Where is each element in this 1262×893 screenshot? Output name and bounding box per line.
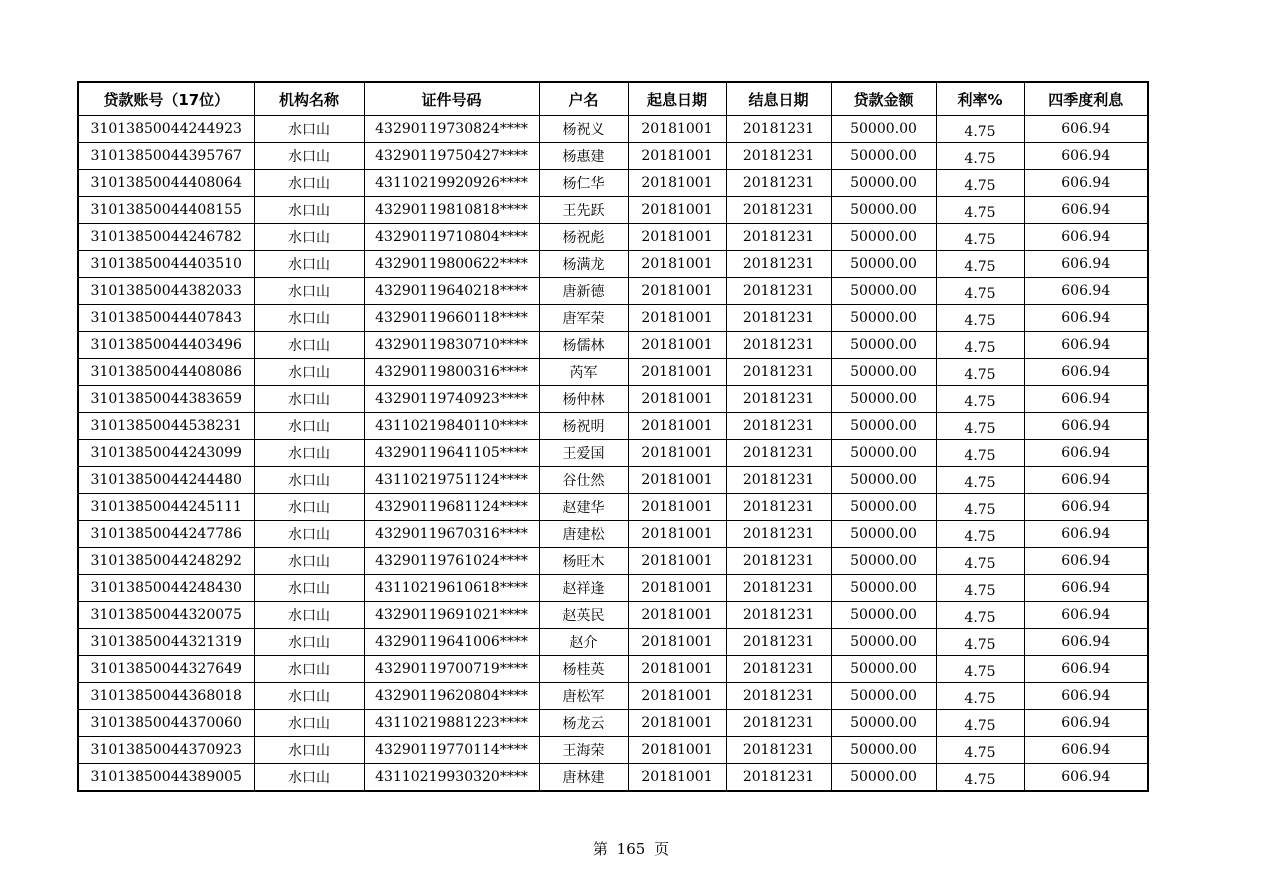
cell-id-number: 43290119660118****	[364, 305, 539, 332]
cell-interest-rate: 4.75	[936, 467, 1024, 494]
cell-interest-rate: 4.75	[936, 683, 1024, 710]
cell-account-name: 杨龙云	[539, 710, 628, 737]
cell-id-number: 43110219920926****	[364, 170, 539, 197]
cell-loan-account: 31013850044403510	[78, 251, 254, 278]
cell-id-number: 43110219751124****	[364, 467, 539, 494]
cell-id-number: 43290119641006****	[364, 629, 539, 656]
cell-end-date: 20181231	[726, 494, 831, 521]
table-row	[78, 413, 1148, 440]
cell-end-date: 20181231	[726, 602, 831, 629]
cell-loan-amount: 50000.00	[831, 116, 936, 143]
cell-loan-account: 31013850044408155	[78, 197, 254, 224]
cell-q4-interest: 606.94	[1024, 143, 1148, 170]
cell-q4-interest: 606.94	[1024, 629, 1148, 656]
cell-account-name: 赵建华	[539, 494, 628, 521]
table-row	[78, 116, 1148, 143]
cell-start-date: 20181001	[628, 575, 726, 602]
cell-end-date: 20181231	[726, 710, 831, 737]
page-footer	[0, 838, 1262, 859]
cell-loan-amount: 50000.00	[831, 224, 936, 251]
cell-loan-account: 31013850044248292	[78, 548, 254, 575]
cell-start-date: 20181001	[628, 170, 726, 197]
cell-start-date: 20181001	[628, 683, 726, 710]
cell-account-name: 王爱国	[539, 440, 628, 467]
cell-interest-rate: 4.75	[936, 278, 1024, 305]
cell-id-number: 43290119800316****	[364, 359, 539, 386]
cell-account-name: 杨旺木	[539, 548, 628, 575]
cell-q4-interest: 606.94	[1024, 116, 1148, 143]
cell-institution: 水口山	[254, 332, 364, 359]
cell-start-date: 20181001	[628, 251, 726, 278]
cell-loan-account: 31013850044408064	[78, 170, 254, 197]
cell-account-name: 杨满龙	[539, 251, 628, 278]
cell-institution: 水口山	[254, 629, 364, 656]
cell-loan-amount: 50000.00	[831, 683, 936, 710]
cell-loan-account: 31013850044244480	[78, 467, 254, 494]
cell-loan-amount: 50000.00	[831, 278, 936, 305]
cell-q4-interest: 606.94	[1024, 413, 1148, 440]
cell-account-name: 王海荣	[539, 737, 628, 764]
cell-institution: 水口山	[254, 143, 364, 170]
cell-loan-account: 31013850044244923	[78, 116, 254, 143]
loan-interest-sheet	[77, 81, 1147, 792]
cell-end-date: 20181231	[726, 251, 831, 278]
cell-account-name: 唐军荣	[539, 305, 628, 332]
header-id-number: 证件号码	[364, 82, 539, 116]
table-row	[78, 467, 1148, 494]
cell-id-number: 43110219840110****	[364, 413, 539, 440]
cell-account-name: 杨仲林	[539, 386, 628, 413]
cell-institution: 水口山	[254, 710, 364, 737]
cell-loan-account: 31013850044245111	[78, 494, 254, 521]
cell-loan-account: 31013850044370060	[78, 710, 254, 737]
cell-id-number: 43290119670316****	[364, 521, 539, 548]
cell-loan-account: 31013850044320075	[78, 602, 254, 629]
table-row	[78, 143, 1148, 170]
cell-end-date: 20181231	[726, 521, 831, 548]
cell-q4-interest: 606.94	[1024, 386, 1148, 413]
cell-loan-amount: 50000.00	[831, 548, 936, 575]
page-number: 165	[616, 840, 646, 858]
cell-loan-account: 31013850044243099	[78, 440, 254, 467]
cell-account-name: 赵介	[539, 629, 628, 656]
cell-interest-rate: 4.75	[936, 143, 1024, 170]
cell-institution: 水口山	[254, 683, 364, 710]
table-row	[78, 548, 1148, 575]
cell-end-date: 20181231	[726, 548, 831, 575]
cell-end-date: 20181231	[726, 332, 831, 359]
cell-start-date: 20181001	[628, 413, 726, 440]
table-row	[78, 278, 1148, 305]
cell-account-name: 杨桂英	[539, 656, 628, 683]
cell-id-number: 43290119710804****	[364, 224, 539, 251]
cell-institution: 水口山	[254, 413, 364, 440]
cell-account-name: 赵祥逢	[539, 575, 628, 602]
table-row	[78, 332, 1148, 359]
cell-interest-rate: 4.75	[936, 764, 1024, 792]
table-row	[78, 170, 1148, 197]
header-q4-interest: 四季度利息	[1024, 82, 1148, 116]
cell-q4-interest: 606.94	[1024, 494, 1148, 521]
cell-q4-interest: 606.94	[1024, 359, 1148, 386]
page-prefix: 第	[592, 840, 608, 858]
cell-loan-amount: 50000.00	[831, 386, 936, 413]
table-header-row	[78, 82, 1148, 116]
cell-institution: 水口山	[254, 359, 364, 386]
cell-start-date: 20181001	[628, 710, 726, 737]
cell-end-date: 20181231	[726, 197, 831, 224]
cell-interest-rate: 4.75	[936, 197, 1024, 224]
table-row	[78, 197, 1148, 224]
cell-institution: 水口山	[254, 116, 364, 143]
cell-end-date: 20181231	[726, 143, 831, 170]
cell-id-number: 43290119700719****	[364, 656, 539, 683]
cell-account-name: 唐林建	[539, 764, 628, 792]
cell-start-date: 20181001	[628, 737, 726, 764]
loan-interest-table	[77, 81, 1149, 792]
cell-end-date: 20181231	[726, 467, 831, 494]
cell-start-date: 20181001	[628, 764, 726, 792]
cell-end-date: 20181231	[726, 305, 831, 332]
cell-interest-rate: 4.75	[936, 386, 1024, 413]
cell-loan-amount: 50000.00	[831, 575, 936, 602]
cell-start-date: 20181001	[628, 548, 726, 575]
cell-start-date: 20181001	[628, 332, 726, 359]
cell-loan-amount: 50000.00	[831, 413, 936, 440]
cell-q4-interest: 606.94	[1024, 197, 1148, 224]
cell-institution: 水口山	[254, 737, 364, 764]
table-row	[78, 737, 1148, 764]
cell-institution: 水口山	[254, 305, 364, 332]
cell-loan-amount: 50000.00	[831, 143, 936, 170]
cell-loan-account: 31013850044382033	[78, 278, 254, 305]
table-row	[78, 710, 1148, 737]
header-account-name: 户名	[539, 82, 628, 116]
cell-interest-rate: 4.75	[936, 656, 1024, 683]
cell-q4-interest: 606.94	[1024, 548, 1148, 575]
cell-end-date: 20181231	[726, 278, 831, 305]
header-end-date: 结息日期	[726, 82, 831, 116]
cell-loan-amount: 50000.00	[831, 359, 936, 386]
header-institution: 机构名称	[254, 82, 364, 116]
cell-id-number: 43290119681124****	[364, 494, 539, 521]
cell-loan-account: 31013850044248430	[78, 575, 254, 602]
cell-q4-interest: 606.94	[1024, 251, 1148, 278]
cell-loan-amount: 50000.00	[831, 629, 936, 656]
table-row	[78, 386, 1148, 413]
cell-q4-interest: 606.94	[1024, 737, 1148, 764]
cell-start-date: 20181001	[628, 305, 726, 332]
table-row	[78, 602, 1148, 629]
cell-account-name: 谷仕然	[539, 467, 628, 494]
cell-interest-rate: 4.75	[936, 224, 1024, 251]
cell-account-name: 赵英民	[539, 602, 628, 629]
cell-id-number: 43290119691021****	[364, 602, 539, 629]
cell-start-date: 20181001	[628, 116, 726, 143]
cell-id-number: 43290119761024****	[364, 548, 539, 575]
cell-start-date: 20181001	[628, 656, 726, 683]
cell-q4-interest: 606.94	[1024, 710, 1148, 737]
cell-loan-account: 31013850044246782	[78, 224, 254, 251]
cell-loan-account: 31013850044321319	[78, 629, 254, 656]
cell-q4-interest: 606.94	[1024, 683, 1148, 710]
cell-id-number: 43290119740923****	[364, 386, 539, 413]
cell-loan-amount: 50000.00	[831, 494, 936, 521]
cell-account-name: 杨祝明	[539, 413, 628, 440]
cell-id-number: 43110219610618****	[364, 575, 539, 602]
cell-q4-interest: 606.94	[1024, 305, 1148, 332]
cell-loan-amount: 50000.00	[831, 710, 936, 737]
cell-institution: 水口山	[254, 467, 364, 494]
cell-q4-interest: 606.94	[1024, 278, 1148, 305]
cell-id-number: 43110219881223****	[364, 710, 539, 737]
cell-q4-interest: 606.94	[1024, 224, 1148, 251]
cell-institution: 水口山	[254, 170, 364, 197]
cell-account-name: 杨祝义	[539, 116, 628, 143]
cell-interest-rate: 4.75	[936, 413, 1024, 440]
cell-loan-amount: 50000.00	[831, 467, 936, 494]
cell-interest-rate: 4.75	[936, 359, 1024, 386]
cell-loan-amount: 50000.00	[831, 170, 936, 197]
table-row	[78, 224, 1148, 251]
cell-institution: 水口山	[254, 656, 364, 683]
cell-account-name: 杨儒林	[539, 332, 628, 359]
cell-interest-rate: 4.75	[936, 521, 1024, 548]
header-start-date: 起息日期	[628, 82, 726, 116]
cell-account-name: 芮军	[539, 359, 628, 386]
cell-start-date: 20181001	[628, 143, 726, 170]
cell-end-date: 20181231	[726, 440, 831, 467]
cell-q4-interest: 606.94	[1024, 467, 1148, 494]
cell-interest-rate: 4.75	[936, 737, 1024, 764]
cell-institution: 水口山	[254, 521, 364, 548]
cell-account-name: 唐松军	[539, 683, 628, 710]
cell-institution: 水口山	[254, 197, 364, 224]
cell-q4-interest: 606.94	[1024, 656, 1148, 683]
cell-id-number: 43290119800622****	[364, 251, 539, 278]
cell-loan-account: 31013850044408086	[78, 359, 254, 386]
cell-id-number: 43110219930320****	[364, 764, 539, 792]
header-loan-account: 贷款账号（17位）	[78, 82, 254, 116]
cell-loan-account: 31013850044403496	[78, 332, 254, 359]
cell-end-date: 20181231	[726, 359, 831, 386]
cell-interest-rate: 4.75	[936, 116, 1024, 143]
cell-institution: 水口山	[254, 602, 364, 629]
cell-institution: 水口山	[254, 548, 364, 575]
cell-loan-amount: 50000.00	[831, 737, 936, 764]
cell-id-number: 43290119640218****	[364, 278, 539, 305]
cell-q4-interest: 606.94	[1024, 521, 1148, 548]
cell-end-date: 20181231	[726, 386, 831, 413]
cell-loan-amount: 50000.00	[831, 440, 936, 467]
cell-start-date: 20181001	[628, 440, 726, 467]
cell-institution: 水口山	[254, 224, 364, 251]
cell-institution: 水口山	[254, 386, 364, 413]
cell-loan-account: 31013850044370923	[78, 737, 254, 764]
cell-q4-interest: 606.94	[1024, 440, 1148, 467]
cell-start-date: 20181001	[628, 467, 726, 494]
cell-start-date: 20181001	[628, 197, 726, 224]
table-row	[78, 629, 1148, 656]
cell-loan-amount: 50000.00	[831, 521, 936, 548]
cell-end-date: 20181231	[726, 629, 831, 656]
cell-q4-interest: 606.94	[1024, 170, 1148, 197]
cell-start-date: 20181001	[628, 386, 726, 413]
page-suffix: 页	[654, 840, 670, 858]
cell-loan-amount: 50000.00	[831, 305, 936, 332]
cell-q4-interest: 606.94	[1024, 575, 1148, 602]
cell-id-number: 43290119620804****	[364, 683, 539, 710]
cell-institution: 水口山	[254, 494, 364, 521]
header-loan-amount: 贷款金额	[831, 82, 936, 116]
table-row	[78, 656, 1148, 683]
cell-account-name: 杨仁华	[539, 170, 628, 197]
cell-end-date: 20181231	[726, 413, 831, 440]
cell-interest-rate: 4.75	[936, 332, 1024, 359]
cell-loan-account: 31013850044368018	[78, 683, 254, 710]
cell-id-number: 43290119730824****	[364, 116, 539, 143]
cell-loan-amount: 50000.00	[831, 197, 936, 224]
cell-start-date: 20181001	[628, 278, 726, 305]
cell-loan-account: 31013850044383659	[78, 386, 254, 413]
cell-institution: 水口山	[254, 575, 364, 602]
cell-end-date: 20181231	[726, 737, 831, 764]
cell-loan-amount: 50000.00	[831, 251, 936, 278]
cell-institution: 水口山	[254, 251, 364, 278]
cell-loan-account: 31013850044407843	[78, 305, 254, 332]
cell-start-date: 20181001	[628, 224, 726, 251]
cell-loan-amount: 50000.00	[831, 656, 936, 683]
cell-account-name: 王先跃	[539, 197, 628, 224]
cell-id-number: 43290119810818****	[364, 197, 539, 224]
cell-interest-rate: 4.75	[936, 548, 1024, 575]
cell-loan-account: 31013850044389005	[78, 764, 254, 792]
cell-id-number: 43290119830710****	[364, 332, 539, 359]
table-row	[78, 494, 1148, 521]
table-row	[78, 251, 1148, 278]
table-row	[78, 764, 1148, 792]
table-body	[78, 116, 1148, 792]
cell-loan-account: 31013850044247786	[78, 521, 254, 548]
cell-q4-interest: 606.94	[1024, 764, 1148, 792]
cell-interest-rate: 4.75	[936, 575, 1024, 602]
table-row	[78, 683, 1148, 710]
header-interest-rate: 利率%	[936, 82, 1024, 116]
cell-start-date: 20181001	[628, 359, 726, 386]
table-row	[78, 305, 1148, 332]
cell-institution: 水口山	[254, 764, 364, 792]
cell-end-date: 20181231	[726, 656, 831, 683]
cell-id-number: 43290119770114****	[364, 737, 539, 764]
cell-start-date: 20181001	[628, 602, 726, 629]
cell-id-number: 43290119750427****	[364, 143, 539, 170]
table-row	[78, 521, 1148, 548]
cell-end-date: 20181231	[726, 683, 831, 710]
cell-account-name: 唐建松	[539, 521, 628, 548]
cell-end-date: 20181231	[726, 116, 831, 143]
table-row	[78, 440, 1148, 467]
cell-account-name: 杨惠建	[539, 143, 628, 170]
cell-end-date: 20181231	[726, 575, 831, 602]
cell-id-number: 43290119641105****	[364, 440, 539, 467]
cell-loan-amount: 50000.00	[831, 764, 936, 792]
cell-loan-amount: 50000.00	[831, 602, 936, 629]
cell-interest-rate: 4.75	[936, 629, 1024, 656]
cell-end-date: 20181231	[726, 764, 831, 792]
cell-end-date: 20181231	[726, 224, 831, 251]
cell-interest-rate: 4.75	[936, 710, 1024, 737]
cell-start-date: 20181001	[628, 494, 726, 521]
cell-interest-rate: 4.75	[936, 602, 1024, 629]
table-row	[78, 359, 1148, 386]
cell-start-date: 20181001	[628, 521, 726, 548]
table-row	[78, 575, 1148, 602]
cell-loan-account: 31013850044395767	[78, 143, 254, 170]
cell-start-date: 20181001	[628, 629, 726, 656]
cell-q4-interest: 606.94	[1024, 332, 1148, 359]
cell-interest-rate: 4.75	[936, 251, 1024, 278]
cell-institution: 水口山	[254, 440, 364, 467]
cell-interest-rate: 4.75	[936, 305, 1024, 332]
cell-q4-interest: 606.94	[1024, 602, 1148, 629]
cell-interest-rate: 4.75	[936, 170, 1024, 197]
cell-account-name: 唐新德	[539, 278, 628, 305]
cell-loan-account: 31013850044327649	[78, 656, 254, 683]
cell-interest-rate: 4.75	[936, 440, 1024, 467]
cell-account-name: 杨祝彪	[539, 224, 628, 251]
cell-loan-account: 31013850044538231	[78, 413, 254, 440]
cell-interest-rate: 4.75	[936, 494, 1024, 521]
cell-end-date: 20181231	[726, 170, 831, 197]
cell-loan-amount: 50000.00	[831, 332, 936, 359]
cell-institution: 水口山	[254, 278, 364, 305]
